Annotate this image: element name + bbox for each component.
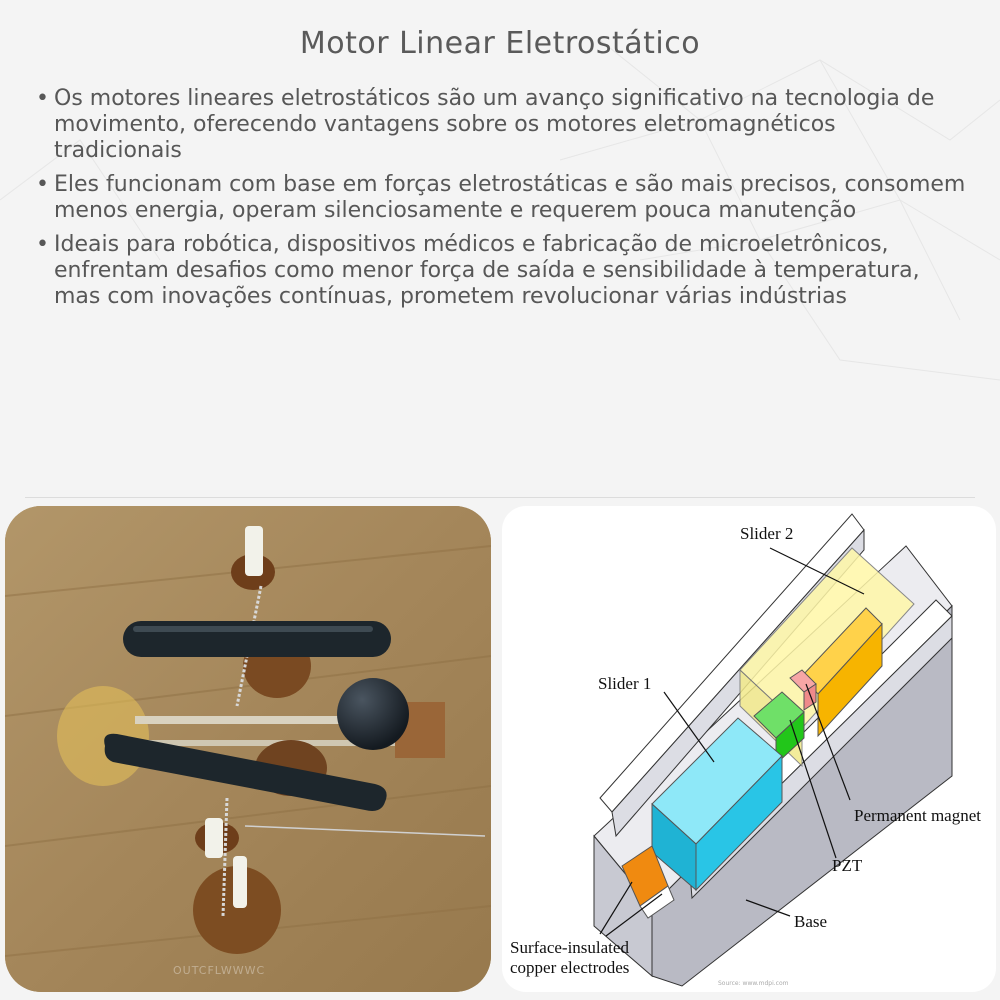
photo-watermark: OUTCFLWWWC	[173, 964, 266, 977]
motor-photo-illustration	[5, 506, 491, 992]
bullet-list	[30, 86, 970, 318]
label-pzt: PZT	[832, 856, 863, 875]
bullet-item	[30, 232, 970, 310]
bullet-text: Os motores lineares eletrostáticos são um avanço significativo na tecnologia de movimento, oferecendo vantagens sobre os motores eletromagnéticos tradicionais	[54, 86, 935, 163]
label-base: Base	[794, 912, 828, 931]
label-slider-2: Slider 2	[740, 524, 794, 543]
bullet-text: Eles funcionam com base em forças eletrostáticas e são mais precisos, consomem menos energia, operam silenciosamente e requerem pouca manutenção	[54, 172, 966, 223]
motor-diagram-illustration	[502, 506, 996, 992]
bullet-text: Ideais para robótica, dispositivos médicos e fabricação de microeletrônicos, enfrentam desafios como menor força de saída e sensibilidade à temperatura, mas com inovações contínuas, prometem revolucionar várias indústrias	[54, 232, 920, 309]
diagram-source-credit: Source: www.mdpi.com	[718, 980, 789, 987]
label-slider-1: Slider 1	[598, 674, 652, 693]
bullet-item	[30, 86, 970, 164]
section-divider	[25, 497, 975, 498]
label-electrodes-line-2: copper electrodes	[510, 958, 630, 977]
bullet-item	[30, 172, 970, 224]
bullet-marker: •	[36, 86, 49, 111]
bullet-marker: •	[36, 172, 49, 197]
label-electrodes-line-1: Surface-insulated	[510, 938, 629, 957]
bullet-marker: •	[36, 232, 49, 257]
label-permanent-magnet: Permanent magnet	[854, 806, 981, 825]
motor-diagram	[502, 506, 996, 992]
motor-photo	[5, 506, 491, 992]
page-title: Motor Linear Eletrostático	[299, 26, 701, 61]
